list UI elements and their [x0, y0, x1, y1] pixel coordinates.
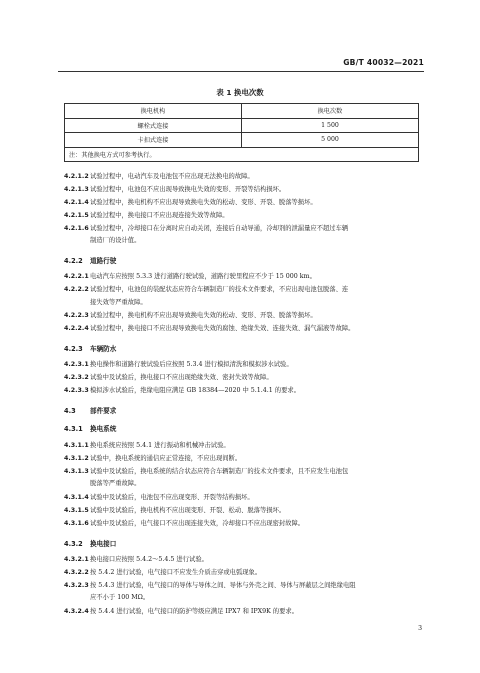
header-rule: [58, 71, 424, 72]
clause-text: 试验过程中，电池包的装配状态应符合车辆制造厂的技术文件要求，不应出现电池包脱落、连: [90, 286, 349, 293]
clause-text: 换电接口应按照 5.4.2～5.4.5 进行试验。: [90, 556, 208, 563]
clause-text: 换电操作和道路行驶试验后应按照 5.3.4 进行模拟清洗和模拟涉水试验。: [90, 361, 293, 368]
clause-number: 4.2.1.3: [64, 186, 89, 193]
table-header-row: [65, 104, 419, 119]
clause: [64, 311, 420, 321]
section-title: 换电接口: [90, 540, 117, 548]
clause-text: 脱落等严重故障。: [90, 480, 141, 487]
table-note-row: [65, 147, 419, 162]
section-number: 4.2.3: [64, 345, 83, 353]
clause: [64, 581, 420, 591]
clause: [64, 441, 420, 451]
clause-number: 4.2.3.3: [64, 387, 89, 394]
table-row: [65, 118, 419, 133]
clause-text: 试验过程中，换电接口不应出现连接失效等故障。: [90, 212, 229, 219]
clause: [64, 454, 420, 464]
column-header: 换电次数: [242, 104, 419, 119]
section-number: 4.3: [64, 407, 76, 415]
page-number: 3: [418, 625, 422, 632]
clause: [64, 607, 420, 617]
section-title: 车辆防水: [90, 345, 117, 353]
section-title: 换电系统: [90, 425, 117, 433]
table-row: [65, 133, 419, 148]
clause: [64, 172, 420, 182]
clause-text: 试验过程中，换电机构不应出现导致换电失效的松动、变形、开裂、脱落等损坏。: [90, 199, 317, 206]
clause-text: 试验过程中，冷却接口在分离时应自动关闭，连接后自动导通，冷却剂的泄漏量应不超过车辆: [90, 225, 349, 232]
section-heading: [64, 343, 116, 353]
clause-number: 4.2.1.5: [64, 212, 89, 219]
clause-text: 试验中及试验后，换电系统的结合状态应符合车辆制造厂的技术文件要求，且不应发生电池包: [90, 468, 349, 475]
clause-text: 试验中及试验后，换电接口不应出现绝缘失效、密封失效等故障。: [90, 374, 273, 381]
clause: [64, 185, 420, 195]
clause: [64, 198, 420, 208]
clause: [64, 324, 420, 334]
clause-text: 按 5.4.2 进行试验，电气接口不应发生介质击穿或电弧现象。: [90, 569, 262, 576]
clause-number: 4.3.1.2: [64, 455, 89, 462]
clause-continuation: [64, 593, 420, 603]
table-cell: 螺栓式连接: [65, 118, 242, 133]
clause-text: 试验过程中，换电机构不应出现导致换电失效的松动、变形、开裂、脱落等损坏。: [90, 312, 317, 319]
clause-number: 4.2.2.3: [64, 312, 89, 319]
clause-text: 试验过程中，电动汽车及电池包不应出现无法换电的故障。: [90, 173, 254, 180]
section-heading: [64, 255, 116, 265]
clause-continuation: [64, 479, 420, 489]
column-header: 换电机构: [65, 104, 242, 119]
clause: [64, 568, 420, 578]
swap-count-table: [64, 103, 419, 162]
standard-number: GB/T 40032—2021: [343, 58, 424, 67]
clause-number: 4.2.2.4: [64, 325, 89, 332]
clause-number: 4.3.1.4: [64, 494, 89, 501]
clause-number: 4.3.1.1: [64, 442, 89, 449]
clause-continuation: [64, 236, 420, 246]
clause-number: 4.3.1.6: [64, 520, 89, 527]
clause: [64, 506, 420, 516]
table-note: 注：其他换电方式可参考执行。: [65, 147, 419, 162]
clause-number: 4.2.2.1: [64, 273, 89, 280]
clause: [64, 211, 420, 221]
section-number: 4.2.2: [64, 257, 83, 265]
clause-text: 按 5.4.4 进行试验，电气接口的防护等级应满足 IPX7 和 IPX9K 的要求。: [90, 608, 298, 615]
clause: [64, 519, 420, 529]
clause-number: 4.3.2.2: [64, 569, 89, 576]
clause-text: 试验中及试验后，电气接口不应出现连接失效，冷却接口不应出现密封故障。: [90, 520, 305, 527]
clause-number: 4.3.2.1: [64, 556, 89, 563]
clause-text: 换电系统应按照 5.4.1 进行振动和机械冲击试验。: [90, 442, 230, 449]
clause-text: 模拟涉水试验后，绝缘电阻应满足 GB 18384—2020 中 5.1.4.1 的要求。: [90, 387, 300, 394]
section-title: 道路行驶: [90, 257, 117, 265]
section-title: 部件要求: [90, 407, 117, 415]
clause: [64, 373, 420, 383]
clause-text: 电动汽车应按照 5.3.3 进行道路行驶试验，道路行驶里程应不少于 15 000 km。: [90, 273, 316, 280]
clause-text: 试验过程中，电池包不应出现导致换电失效的变形、开裂等结构损坏。: [90, 186, 286, 193]
clause-number: 4.2.1.6: [64, 225, 89, 232]
clause-number: 4.3.1.5: [64, 507, 89, 514]
clause: [64, 360, 420, 370]
clause-text: 试验中及试验后，换电机构不应出现变形、开裂、松动、脱落等损坏。: [90, 507, 286, 514]
clause: [64, 386, 420, 396]
clause-text: 试验中，换电系统的通信应正常连接，不应出现间断。: [90, 455, 242, 462]
clause-text: 制造厂的设计值。: [90, 237, 141, 244]
clause-number: 4.3.2.3: [64, 582, 89, 589]
clause-number: 4.2.1.4: [64, 199, 89, 206]
section-heading: [64, 538, 116, 548]
clause: [64, 285, 420, 295]
table-caption: 表 1 换电次数: [216, 88, 264, 97]
clause-continuation: [64, 298, 420, 308]
clause-number: 4.3.2.4: [64, 608, 89, 615]
clause-text: 试验中及试验后，电池包不应出现变形、开裂等结构损坏。: [90, 494, 254, 501]
clause-text: 按 5.4.3 进行试验，电气接口的导体与导体之间、导体与外壳之间、导体与屏蔽层之间绝缘电阻: [90, 582, 356, 589]
table-cell: 卡扣式连接: [65, 133, 242, 148]
clause-number: 4.2.1.2: [64, 173, 89, 180]
clause-text: 接失效等严重故障。: [90, 299, 147, 306]
section-number: 4.3.2: [64, 540, 83, 548]
clause: [64, 224, 420, 234]
clause-number: 4.2.2.2: [64, 286, 89, 293]
clause: [64, 555, 420, 565]
clause-text: 试验过程中，换电接口不应出现导致换电失效的腐蚀、绝缘失效、连接失效、漏气漏液等故障。: [90, 325, 355, 332]
section-heading: [64, 405, 116, 415]
clause: [64, 272, 420, 282]
clause-number: 4.2.3.1: [64, 361, 89, 368]
section-number: 4.3.1: [64, 425, 83, 433]
section-heading: [64, 423, 116, 433]
table-cell: 1 500: [242, 118, 419, 133]
clause-number: 4.2.3.2: [64, 374, 89, 381]
table-cell: 5 000: [242, 133, 419, 148]
clause: [64, 493, 420, 503]
clause: [64, 467, 420, 477]
clause-number: 4.3.1.3: [64, 468, 89, 475]
clause-text: 应不小于 100 MΩ。: [90, 594, 150, 601]
